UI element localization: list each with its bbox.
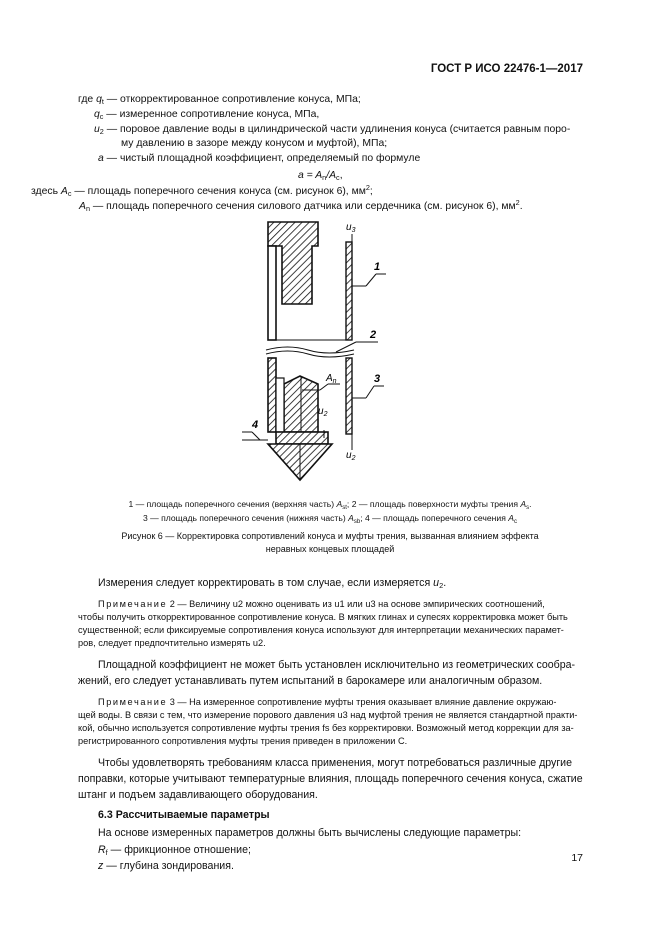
param-depth: z — глубина зондирования. <box>98 860 234 872</box>
paragraph-area-coefficient-2: жений, его следует устанавливать путем испытаний в барокамере или аналогичным образом. <box>78 675 543 687</box>
sleeve-left-lower <box>268 358 276 432</box>
legend-u2: $u_2$ — поровое давление воды в цилиндрической части удлинения конуса (считается равным поро- <box>94 124 571 136</box>
label-1: 1 <box>374 261 381 273</box>
note-3: Примечание 3 — На измеренное сопротивление муфты трения оказывает влияние давление окружаю- <box>98 697 557 707</box>
legend-an: $A_n$ — площадь поперечного сечения силового датчика или сердечника (см. рисунок 6), $мм^2$. <box>79 198 523 213</box>
section-heading: 6.3 Рассчитываемые параметры <box>98 809 270 821</box>
note-3-line4: регистрированного сопротивления муфты трения приведен в приложении С. <box>78 736 408 746</box>
label-an: $A_n$ <box>326 373 337 385</box>
note-2-line3: существенной; если фиксируемые сопротивления конуса используют для интерпретации механических парамет- <box>78 625 564 635</box>
paragraph-corrections-3: штанг и подъем задавливающего оборудования. <box>78 789 318 801</box>
figure-legend-line2: 3 — площадь поперечного сечения (нижняя часть) $A_{sb}$; 4 — площадь поперечного сечения $A_c$ <box>142 513 518 525</box>
legend-u2-cont: му давлению в зазоре между конусом и муфтой), МПа; <box>121 138 388 149</box>
label-u3: $u_3$ <box>346 222 356 234</box>
sleeve-right-lower <box>346 358 352 434</box>
document-header: ГОСТ Р ИСО 22476-1—2017 <box>430 63 583 75</box>
label-4: 4 <box>252 419 259 431</box>
label-3: 3 <box>374 373 381 385</box>
note-3-line3: кой, обычно используется сопротивление муфты трения fs без корректировки. Возможный метод коррекции для за- <box>78 723 574 733</box>
figure-title-line2: неравных концевых площадей <box>265 544 395 554</box>
paragraph-area-coefficient-1: Площадной коэффициент не может быть установлен исключительно из геометрических сообра- <box>98 659 576 671</box>
param-friction-ratio: $R_f$ — фрикционное отношение; <box>98 844 251 857</box>
note-2-line2: чтобы получить откорректированное сопротивление конуса. В мягких глинах и супесях корректировка может быть <box>78 612 568 622</box>
label-u2-inner: $u_2$ <box>318 406 328 418</box>
legend-ac: здесь $A_c$ — площадь поперечного сечения конуса (см. рисунок 6), $мм^2$; <box>31 183 373 198</box>
note-2-line4: ров, следует предпочтительно измерять u2. <box>78 638 266 648</box>
cone-base <box>276 432 328 444</box>
figure-title-line1: Рисунок 6 — Корректировка сопротивлений конуса и муфты трения, вызванная влиянием эффекта <box>121 531 539 541</box>
note-2: Примечание 2 — Величину u2 можно оценивать из u1 или u3 на основе эмпирических соотношений, <box>98 599 545 609</box>
cone-sleeve-diagram <box>228 218 428 490</box>
sleeve-right-upper <box>346 242 352 340</box>
figure-legend-line1: 1 — площадь поперечного сечения (верхняя часть) $A_{st}$; 2 — площадь поверхности муфты трения $A_s$. <box>128 499 532 511</box>
legend-qc: $q_c$ — измеренное сопротивление конуса, МПа, <box>94 109 320 121</box>
label-2: 2 <box>370 329 377 341</box>
legend-a: a — чистый площадной коэффициент, определяемый по формуле <box>98 153 421 164</box>
paragraph-corrections-2: поправки, которые учитывают температурные влияния, площадь поперечного сечения конуса, сжатие <box>78 773 583 785</box>
paragraph-correction: Измерения следует корректировать в том случае, если измеряется $u_2$. <box>98 577 447 590</box>
note-3-line2: щей воды. В связи с тем, что измерение порового давления u3 над муфтой трения не является стандартной практи- <box>78 710 578 720</box>
legend-qt: где $q_t$ — откорректированное сопротивление конуса, МПа; <box>78 94 361 106</box>
area-ratio-formula: $a = A_n/A_c$, <box>298 170 343 182</box>
sleeve-left-upper <box>268 246 276 340</box>
label-u2-outer: $u_2$ <box>346 450 356 462</box>
page-number: 17 <box>571 852 583 864</box>
paragraph-computed-params: На основе измеренных параметров должны быть вычислены следующие параметры: <box>98 827 522 839</box>
paragraph-corrections-1: Чтобы удовлетворять требованиям класса применения, могут потребоваться различные другие <box>98 757 572 769</box>
